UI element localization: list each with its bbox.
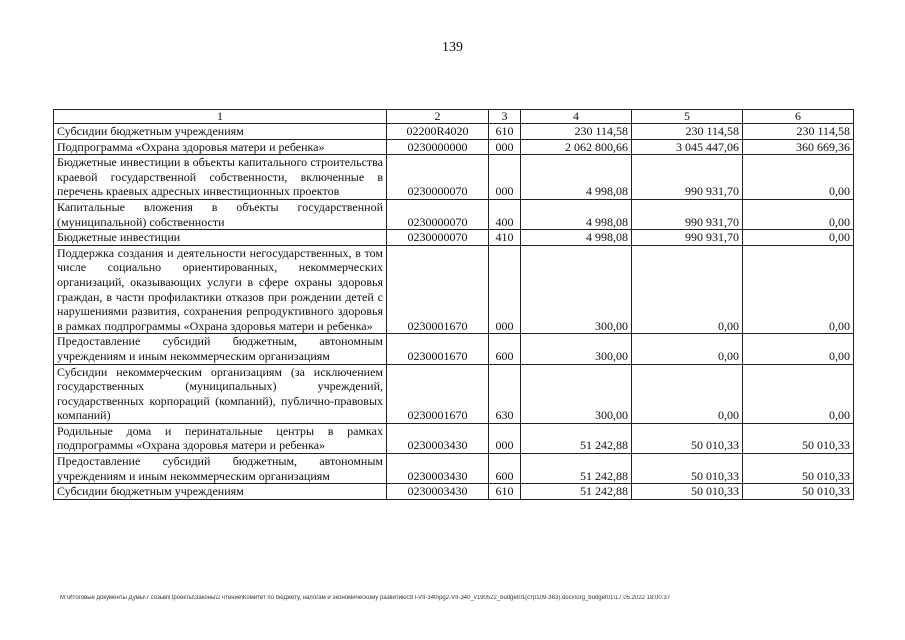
row-amount-cell: 4 998,08 <box>521 230 632 246</box>
row-code-cell: 0230000070 <box>387 230 489 246</box>
row-name-cell: Предоставление субсидий бюджетным, автономным учреждениям и иным некоммерческим организациям <box>54 334 387 364</box>
row-amount-cell: 50 010,33 <box>743 454 854 484</box>
col-header: 2 <box>387 110 489 124</box>
row-name-cell: Субсидии бюджетным учреждениям <box>54 124 387 140</box>
table-row <box>54 230 854 246</box>
col-header: 3 <box>489 110 521 124</box>
page-number: 139 <box>442 40 463 55</box>
row-code-cell: 0230001670 <box>387 245 489 334</box>
row-amount-cell: 300,00 <box>521 245 632 334</box>
row-amount-cell: 0,00 <box>743 230 854 246</box>
row-amount-cell: 0,00 <box>632 245 743 334</box>
row-vr-cell: 000 <box>489 423 521 453</box>
row-amount-cell: 300,00 <box>521 364 632 423</box>
row-amount-cell: 360 669,36 <box>743 139 854 155</box>
row-amount-cell: 51 242,88 <box>521 423 632 453</box>
table-row <box>54 484 854 500</box>
row-vr-cell: 000 <box>489 155 521 200</box>
row-code-cell: 0230000000 <box>387 139 489 155</box>
row-vr-cell: 630 <box>489 364 521 423</box>
table-row <box>54 124 854 140</box>
row-amount-cell: 0,00 <box>743 245 854 334</box>
row-amount-cell: 230 114,58 <box>743 124 854 140</box>
table-row <box>54 423 854 453</box>
row-amount-cell: 0,00 <box>743 199 854 229</box>
table-row <box>54 155 854 200</box>
row-amount-cell: 50 010,33 <box>743 423 854 453</box>
row-amount-cell: 990 931,70 <box>632 230 743 246</box>
row-amount-cell: 230 114,58 <box>632 124 743 140</box>
table-row <box>54 334 854 364</box>
row-name-cell: Родильные дома и перинатальные центры в рамках подпрограммы «Охрана здоровья матери и ребенка» <box>54 423 387 453</box>
col-header: 5 <box>632 110 743 124</box>
table-row <box>54 245 854 334</box>
row-name-cell: Поддержка создания и деятельности негосударственных, в том числе социально ориентированных, некоммерческих организаций, оказывающих услуги в сфере охраны здоровья граждан, в части профилактики отказов при рождении детей с нарушениями развития, сохранения репродуктивного здоровья в рамках подпрограммы «Охрана здоровья матери и ребенка» <box>54 245 387 334</box>
budget-table <box>53 109 854 500</box>
row-amount-cell: 0,00 <box>632 334 743 364</box>
row-amount-cell: 50 010,33 <box>632 454 743 484</box>
row-name-cell: Бюджетные инвестиции в объекты капитального строительства краевой государственной собственности, включенные в перечень краевых адресных инвестиционных проектов <box>54 155 387 200</box>
column-number-header-row <box>54 110 854 124</box>
row-code-cell: 0230000070 <box>387 155 489 200</box>
row-amount-cell: 0,00 <box>632 364 743 423</box>
row-name-cell: Предоставление субсидий бюджетным, автономным учреждениям и иным некоммерческим организациям <box>54 454 387 484</box>
col-header: 1 <box>54 110 387 124</box>
table-row <box>54 454 854 484</box>
row-amount-cell: 4 998,08 <box>521 199 632 229</box>
row-code-cell: 0230003430 <box>387 484 489 500</box>
row-code-cell: 0230003430 <box>387 454 489 484</box>
row-name-cell: Субсидии некоммерческим организациям (за исключением государственных (муниципальных) учреждений, государственных корпораций (компаний), публично-правовых компаний) <box>54 364 387 423</box>
row-vr-cell: 600 <box>489 454 521 484</box>
row-amount-cell: 990 931,70 <box>632 199 743 229</box>
row-amount-cell: 0,00 <box>743 364 854 423</box>
row-vr-cell: 000 <box>489 139 521 155</box>
row-amount-cell: 4 998,08 <box>521 155 632 200</box>
row-amount-cell: 230 114,58 <box>521 124 632 140</box>
table-row <box>54 139 854 155</box>
row-amount-cell: 2 062 800,66 <box>521 139 632 155</box>
row-amount-cell: 50 010,33 <box>743 484 854 500</box>
row-vr-cell: 400 <box>489 199 521 229</box>
row-amount-cell: 0,00 <box>743 155 854 200</box>
row-name-cell: Подпрограмма «Охрана здоровья матери и ребенка» <box>54 139 387 155</box>
row-vr-cell: 600 <box>489 334 521 364</box>
row-code-cell: 0230003430 <box>387 423 489 453</box>
col-header: 6 <box>743 110 854 124</box>
row-name-cell: Субсидии бюджетным учреждениям <box>54 484 387 500</box>
row-code-cell: 0230001670 <box>387 364 489 423</box>
row-name-cell: Бюджетные инвестиции <box>54 230 387 246</box>
file-path-footer: М:\Итоговые документы Думы\7 созыв\Проекты\Законы\2 чтение\Комитет по бюджету, налогам и экономическому развитию\ЗП-VII-340\pg2-VII-340_v190522_budget01(стр109-383).docx\org_budget01\17.05.2022 18:00:37 <box>60 595 671 601</box>
table-row <box>54 364 854 423</box>
row-vr-cell: 410 <box>489 230 521 246</box>
row-vr-cell: 610 <box>489 484 521 500</box>
row-vr-cell: 610 <box>489 124 521 140</box>
table-row <box>54 199 854 229</box>
row-code-cell: 02200R4020 <box>387 124 489 140</box>
row-amount-cell: 990 931,70 <box>632 155 743 200</box>
row-amount-cell: 50 010,33 <box>632 423 743 453</box>
row-amount-cell: 51 242,88 <box>521 454 632 484</box>
row-amount-cell: 51 242,88 <box>521 484 632 500</box>
row-name-cell: Капитальные вложения в объекты государственной (муниципальной) собственности <box>54 199 387 229</box>
row-amount-cell: 50 010,33 <box>632 484 743 500</box>
row-code-cell: 0230000070 <box>387 199 489 229</box>
col-header: 4 <box>521 110 632 124</box>
row-amount-cell: 300,00 <box>521 334 632 364</box>
row-code-cell: 0230001670 <box>387 334 489 364</box>
row-amount-cell: 0,00 <box>743 334 854 364</box>
row-vr-cell: 000 <box>489 245 521 334</box>
row-amount-cell: 3 045 447,06 <box>632 139 743 155</box>
